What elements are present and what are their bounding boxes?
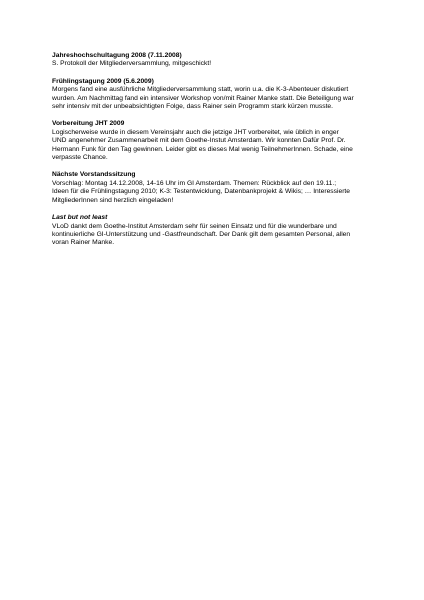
section-text: Morgens fand eine ausführliche Mitgliederversammlung statt, worin u.a. die K-3-Abenteuer diskutiert wurden. Am Nachmittag fand ein intensiver Workshop von/mit Rainer Manke statt. Die Beteiligung war sehr intensiv mit der unbeabsichtigten Folge, dass Rainer sein Programm stark kürzen musste. [52,86,354,111]
document-page [52,52,377,257]
section-text: S. Protokoll der Mitgliederversammlung, mitgeschickt! [52,60,212,68]
section-fruehlingstagung [52,78,377,112]
section-heading: Jahreshochschultagung 2008 (7.11.2008) [52,52,182,59]
section-last-but-not-least [52,214,377,248]
section-jahreshochschultagung [52,52,377,69]
section-heading: Last but not least [52,214,108,222]
section-vorstandssitzung [52,171,377,205]
section-text: Vorschlag: Montag 14.12.2008, 14-16 Uhr im GI Amsterdam. Themen: Rückblick auf den 19.11.; Ideen für die Frühlingstagung 2010; K-3: Testentwicklung, Datenbankprojekt & Wikis; … Interessierte MitgliederInnen sind herzlich eingeladen! [52,179,350,204]
section-heading: Nächste Vorstandssitzung [52,171,136,179]
section-text: Logischerweise wurde in diesem Vereinsjahr auch die jetzige JHT vorbereitet, wie üblich in enger UND angenehmer Zusammenarbeit mit dem Goethe-Instut Amsterdam. Wir konnten Dafür Prof. Dr. Hermann Funk für den Tag gewinnen. Leider gibt es dieses Mal wenig TeilnehmerInnen. Schade, eine verpasste Chance. [52,128,353,162]
section-text: VLoD dankt dem Goethe-Institut Amsterdam sehr für seinen Einsatz und für die wunderbare und kontinuierliche GI-Unterstützung und -Gastfreundschaft. Der Dank gilt dem gesamten Personal, allen voran Rainer Manke. [52,222,351,247]
section-heading: Frühlingstagung 2009 (5.6.2009) [52,77,154,85]
section-heading: Vorbereitung JHT 2009 [52,120,125,128]
section-vorbereitung-jht [52,120,377,162]
